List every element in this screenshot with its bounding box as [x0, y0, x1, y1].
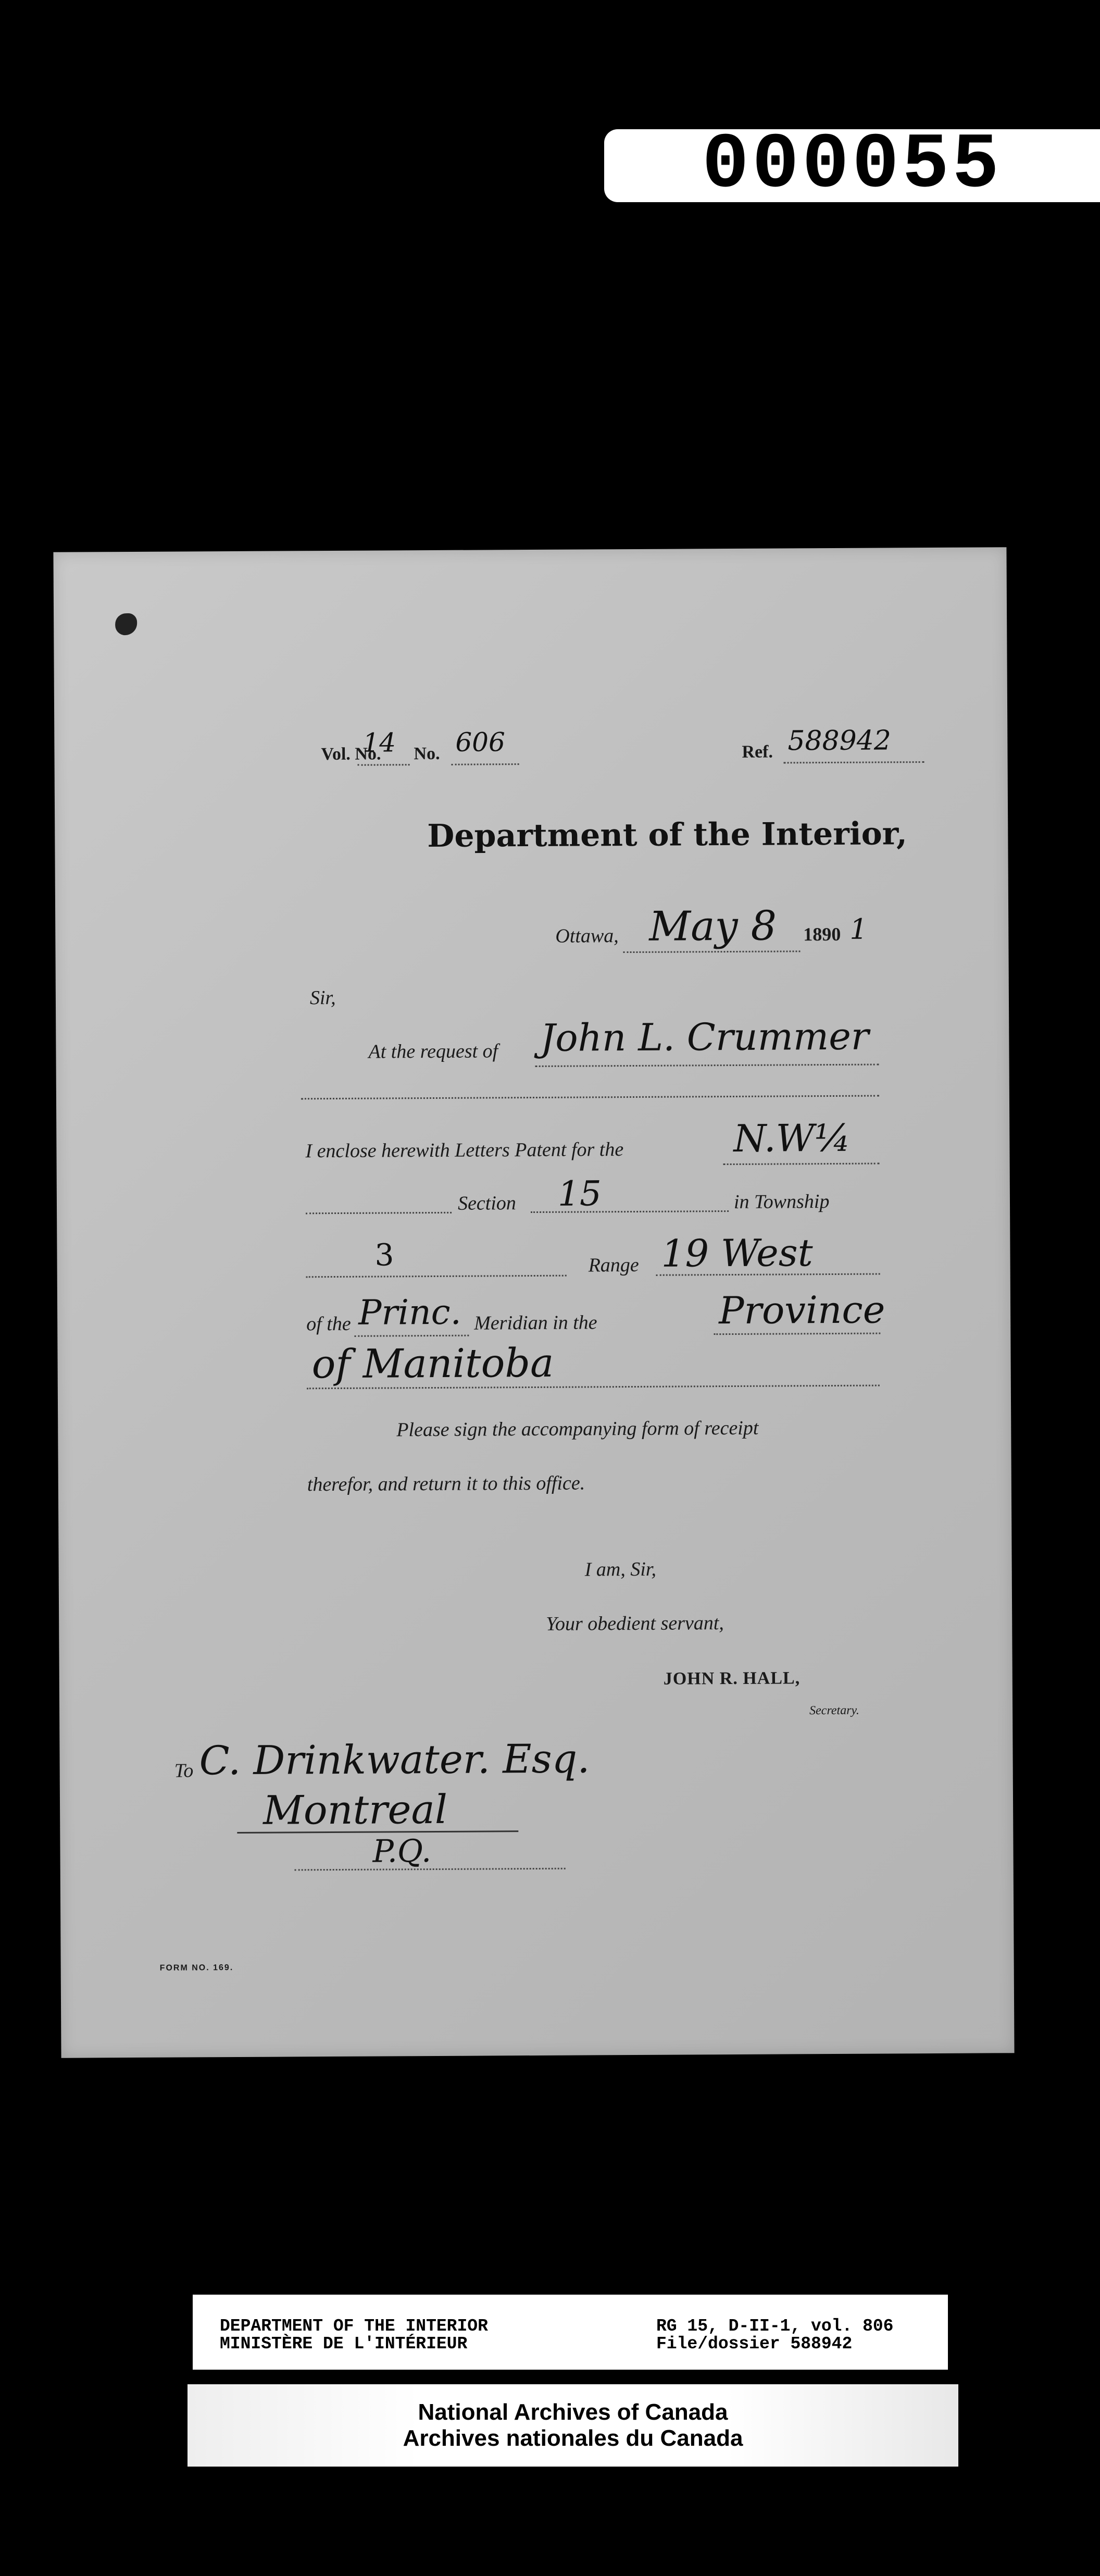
request-label: At the request of [368, 1040, 498, 1063]
to-label: To [174, 1760, 194, 1782]
province-continued: of Manitoba [311, 1339, 554, 1388]
range-value: 19 West [661, 1231, 813, 1275]
township-value: 3 [374, 1237, 394, 1273]
enclose-text: I enclose herewith Letters Patent for the [305, 1138, 624, 1162]
section-label: Section [457, 1192, 516, 1215]
no-label: No. [414, 744, 440, 764]
letter-page [53, 547, 1014, 2058]
archives-name-en: National Archives of Canada [418, 2399, 728, 2425]
closing-2: Your obedient servant, [546, 1612, 724, 1635]
addressee-region: P.Q. [372, 1833, 432, 1870]
form-number: FORM NO. 169. [159, 1963, 234, 1973]
date-handwritten: May 8 [648, 902, 777, 950]
meridian-label: Meridian in the [474, 1311, 597, 1334]
vol-value: 14 [362, 727, 396, 758]
no-value: 606 [455, 727, 505, 758]
closing-1: I am, Sir, [584, 1558, 657, 1581]
vol-label: Vol. No. [321, 744, 381, 764]
request-name: John L. Crummer [540, 1014, 869, 1060]
dept-name-fr: MINISTÈRE DE L'INTÉRIEUR [220, 2334, 468, 2354]
addressee-city: Montreal [262, 1786, 448, 1834]
archive-ref-line-1: RG 15, D-II-1, vol. 806 [656, 2317, 894, 2336]
punch-hole [115, 613, 137, 635]
range-label: Range [588, 1254, 639, 1277]
signatory-title: Secretary. [809, 1703, 859, 1718]
archive-reference-label [193, 2295, 948, 2370]
national-archives-label [188, 2384, 958, 2467]
department-heading: Department of the Interior, [427, 815, 907, 855]
signatory-name: JOHN R. HALL, [663, 1668, 801, 1689]
ottawa-label: Ottawa, [555, 925, 619, 947]
frame-counter: 000055 [604, 129, 1100, 202]
ref-label: Ref. [742, 742, 773, 762]
of-the-label: of the [306, 1312, 351, 1335]
section-value: 15 [557, 1173, 602, 1214]
dept-name-en: DEPARTMENT OF THE INTERIOR [220, 2317, 488, 2336]
addressee-name: C. Drinkwater. Esq. [199, 1735, 590, 1784]
archive-ref-line-2: File/dossier 588942 [656, 2334, 853, 2354]
meridian-value: Princ. [358, 1292, 461, 1333]
year-handwritten: 1 [849, 912, 868, 946]
archives-name-fr: Archives nationales du Canada [403, 2425, 743, 2451]
township-label: in Township [733, 1191, 830, 1213]
year-printed: 1890 [803, 923, 841, 945]
sign-line-1: Please sign the accompanying form of receipt [396, 1417, 759, 1441]
sign-line-2: therefor, and return it to this office. [307, 1472, 585, 1496]
province-value: Province [718, 1287, 885, 1333]
enclose-value: N.W¼ [733, 1116, 851, 1160]
ref-value: 588942 [788, 725, 892, 757]
salutation: Sir, [309, 986, 336, 1009]
